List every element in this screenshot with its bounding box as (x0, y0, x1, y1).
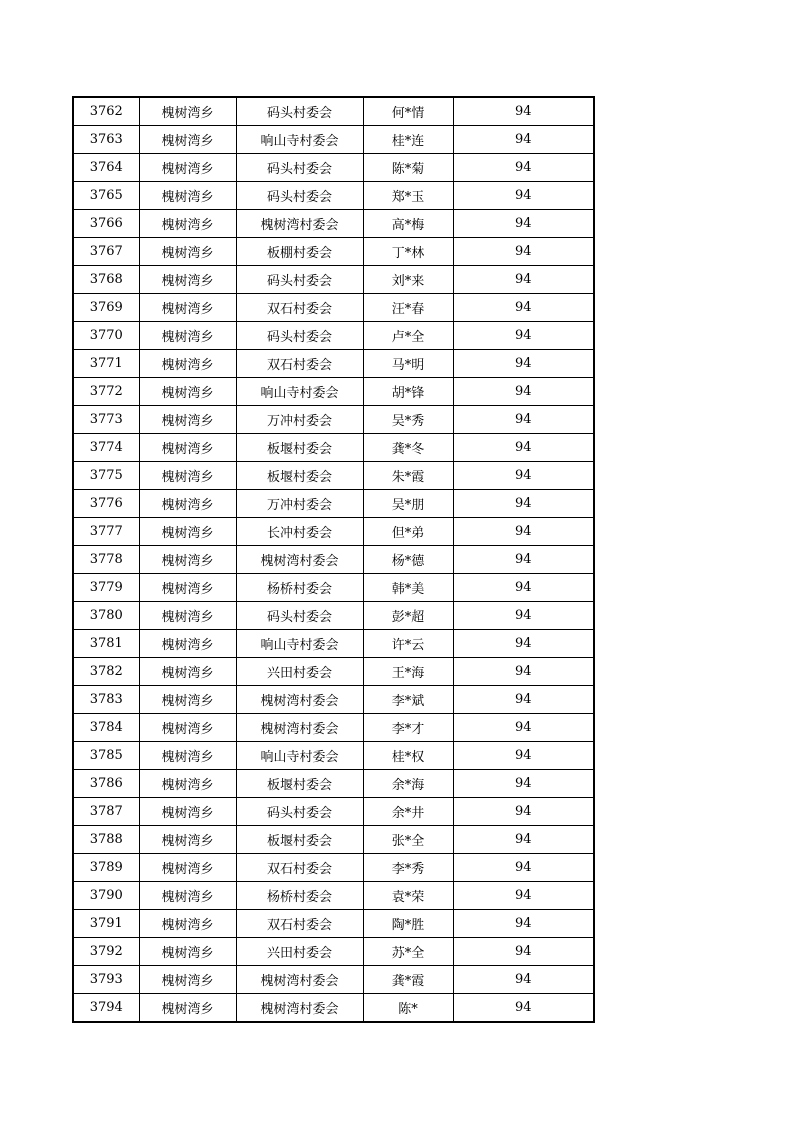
village-committee-cell: 码头村委会 (236, 798, 363, 826)
name-cell: 吴*秀 (363, 406, 453, 434)
value-cell: 94 (453, 882, 594, 910)
township-cell: 槐树湾乡 (139, 378, 236, 406)
village-committee-cell: 万冲村委会 (236, 490, 363, 518)
village-committee-cell: 板堰村委会 (236, 462, 363, 490)
village-committee-cell: 槐树湾村委会 (236, 966, 363, 994)
value-cell: 94 (453, 994, 594, 1023)
value-cell: 94 (453, 574, 594, 602)
name-cell: 苏*全 (363, 938, 453, 966)
township-cell: 槐树湾乡 (139, 182, 236, 210)
village-committee-cell: 兴田村委会 (236, 938, 363, 966)
village-committee-cell: 板堰村委会 (236, 826, 363, 854)
name-cell: 马*明 (363, 350, 453, 378)
serial-number-cell: 3776 (73, 490, 139, 518)
value-cell: 94 (453, 770, 594, 798)
table-row (73, 406, 594, 434)
village-committee-cell: 码头村委会 (236, 97, 363, 126)
name-cell: 刘*来 (363, 266, 453, 294)
serial-number-cell: 3791 (73, 910, 139, 938)
name-cell: 吴*朋 (363, 490, 453, 518)
village-committee-cell: 杨桥村委会 (236, 574, 363, 602)
serial-number-cell: 3784 (73, 714, 139, 742)
village-committee-cell: 兴田村委会 (236, 658, 363, 686)
table-row (73, 518, 594, 546)
township-cell: 槐树湾乡 (139, 994, 236, 1023)
name-cell: 丁*林 (363, 238, 453, 266)
serial-number-cell: 3793 (73, 966, 139, 994)
name-cell: 袁*荣 (363, 882, 453, 910)
township-cell: 槐树湾乡 (139, 126, 236, 154)
township-cell: 槐树湾乡 (139, 938, 236, 966)
data-table (72, 96, 595, 1023)
village-committee-cell: 板堰村委会 (236, 770, 363, 798)
township-cell: 槐树湾乡 (139, 630, 236, 658)
table-row (73, 658, 594, 686)
name-cell: 龚*冬 (363, 434, 453, 462)
name-cell: 余*海 (363, 770, 453, 798)
table-row (73, 210, 594, 238)
township-cell: 槐树湾乡 (139, 97, 236, 126)
name-cell: 桂*权 (363, 742, 453, 770)
township-cell: 槐树湾乡 (139, 518, 236, 546)
township-cell: 槐树湾乡 (139, 350, 236, 378)
value-cell: 94 (453, 154, 594, 182)
village-committee-cell: 响山寺村委会 (236, 742, 363, 770)
table-row (73, 938, 594, 966)
table-row (73, 910, 594, 938)
village-committee-cell: 双石村委会 (236, 350, 363, 378)
value-cell: 94 (453, 854, 594, 882)
serial-number-cell: 3781 (73, 630, 139, 658)
township-cell: 槐树湾乡 (139, 742, 236, 770)
village-committee-cell: 板堰村委会 (236, 434, 363, 462)
village-committee-cell: 槐树湾村委会 (236, 994, 363, 1023)
serial-number-cell: 3786 (73, 770, 139, 798)
serial-number-cell: 3785 (73, 742, 139, 770)
table-row (73, 882, 594, 910)
township-cell: 槐树湾乡 (139, 546, 236, 574)
township-cell: 槐树湾乡 (139, 966, 236, 994)
name-cell: 杨*德 (363, 546, 453, 574)
serial-number-cell: 3774 (73, 434, 139, 462)
village-committee-cell: 双石村委会 (236, 294, 363, 322)
name-cell: 王*海 (363, 658, 453, 686)
value-cell: 94 (453, 266, 594, 294)
township-cell: 槐树湾乡 (139, 714, 236, 742)
table-row (73, 490, 594, 518)
table-row (73, 826, 594, 854)
value-cell: 94 (453, 182, 594, 210)
serial-number-cell: 3773 (73, 406, 139, 434)
name-cell: 何*情 (363, 97, 453, 126)
serial-number-cell: 3792 (73, 938, 139, 966)
township-cell: 槐树湾乡 (139, 882, 236, 910)
township-cell: 槐树湾乡 (139, 154, 236, 182)
township-cell: 槐树湾乡 (139, 322, 236, 350)
township-cell: 槐树湾乡 (139, 686, 236, 714)
value-cell: 94 (453, 406, 594, 434)
village-committee-cell: 响山寺村委会 (236, 378, 363, 406)
value-cell: 94 (453, 322, 594, 350)
township-cell: 槐树湾乡 (139, 210, 236, 238)
township-cell: 槐树湾乡 (139, 266, 236, 294)
table-row (73, 97, 594, 126)
value-cell: 94 (453, 350, 594, 378)
village-committee-cell: 长冲村委会 (236, 518, 363, 546)
name-cell: 陈*菊 (363, 154, 453, 182)
value-cell: 94 (453, 294, 594, 322)
name-cell: 高*梅 (363, 210, 453, 238)
name-cell: 李*斌 (363, 686, 453, 714)
table-row (73, 238, 594, 266)
serial-number-cell: 3775 (73, 462, 139, 490)
name-cell: 许*云 (363, 630, 453, 658)
value-cell: 94 (453, 714, 594, 742)
serial-number-cell: 3778 (73, 546, 139, 574)
township-cell: 槐树湾乡 (139, 406, 236, 434)
township-cell: 槐树湾乡 (139, 434, 236, 462)
value-cell: 94 (453, 686, 594, 714)
table-row (73, 294, 594, 322)
name-cell: 朱*霞 (363, 462, 453, 490)
serial-number-cell: 3790 (73, 882, 139, 910)
township-cell: 槐树湾乡 (139, 658, 236, 686)
name-cell: 胡*锋 (363, 378, 453, 406)
serial-number-cell: 3765 (73, 182, 139, 210)
village-committee-cell: 万冲村委会 (236, 406, 363, 434)
table-row (73, 854, 594, 882)
table-row (73, 378, 594, 406)
table-row (73, 714, 594, 742)
township-cell: 槐树湾乡 (139, 798, 236, 826)
table-row (73, 686, 594, 714)
township-cell: 槐树湾乡 (139, 910, 236, 938)
table-row (73, 546, 594, 574)
serial-number-cell: 3766 (73, 210, 139, 238)
value-cell: 94 (453, 658, 594, 686)
serial-number-cell: 3794 (73, 994, 139, 1023)
village-committee-cell: 码头村委会 (236, 182, 363, 210)
table-body (73, 97, 594, 1022)
value-cell: 94 (453, 126, 594, 154)
serial-number-cell: 3783 (73, 686, 139, 714)
table-row (73, 462, 594, 490)
table-row (73, 770, 594, 798)
village-committee-cell: 码头村委会 (236, 602, 363, 630)
name-cell: 陶*胜 (363, 910, 453, 938)
village-committee-cell: 槐树湾村委会 (236, 210, 363, 238)
serial-number-cell: 3770 (73, 322, 139, 350)
serial-number-cell: 3763 (73, 126, 139, 154)
village-committee-cell: 槐树湾村委会 (236, 686, 363, 714)
table-row (73, 434, 594, 462)
serial-number-cell: 3789 (73, 854, 139, 882)
value-cell: 94 (453, 210, 594, 238)
serial-number-cell: 3762 (73, 97, 139, 126)
value-cell: 94 (453, 742, 594, 770)
name-cell: 但*弟 (363, 518, 453, 546)
table-row (73, 994, 594, 1023)
name-cell: 彭*超 (363, 602, 453, 630)
serial-number-cell: 3767 (73, 238, 139, 266)
value-cell: 94 (453, 602, 594, 630)
table-row (73, 630, 594, 658)
village-committee-cell: 双石村委会 (236, 854, 363, 882)
name-cell: 陈* (363, 994, 453, 1023)
township-cell: 槐树湾乡 (139, 574, 236, 602)
name-cell: 汪*春 (363, 294, 453, 322)
value-cell: 94 (453, 518, 594, 546)
serial-number-cell: 3771 (73, 350, 139, 378)
document-page (72, 96, 595, 1023)
table-row (73, 742, 594, 770)
township-cell: 槐树湾乡 (139, 462, 236, 490)
value-cell: 94 (453, 462, 594, 490)
township-cell: 槐树湾乡 (139, 490, 236, 518)
value-cell: 94 (453, 378, 594, 406)
table-row (73, 966, 594, 994)
value-cell: 94 (453, 97, 594, 126)
township-cell: 槐树湾乡 (139, 602, 236, 630)
table-row (73, 602, 594, 630)
village-committee-cell: 槐树湾村委会 (236, 546, 363, 574)
table-row (73, 266, 594, 294)
serial-number-cell: 3788 (73, 826, 139, 854)
table-row (73, 126, 594, 154)
village-committee-cell: 双石村委会 (236, 910, 363, 938)
serial-number-cell: 3768 (73, 266, 139, 294)
serial-number-cell: 3764 (73, 154, 139, 182)
value-cell: 94 (453, 238, 594, 266)
serial-number-cell: 3777 (73, 518, 139, 546)
serial-number-cell: 3779 (73, 574, 139, 602)
village-committee-cell: 响山寺村委会 (236, 630, 363, 658)
value-cell: 94 (453, 546, 594, 574)
value-cell: 94 (453, 826, 594, 854)
village-committee-cell: 杨桥村委会 (236, 882, 363, 910)
table-row (73, 798, 594, 826)
value-cell: 94 (453, 938, 594, 966)
village-committee-cell: 码头村委会 (236, 154, 363, 182)
serial-number-cell: 3772 (73, 378, 139, 406)
serial-number-cell: 3780 (73, 602, 139, 630)
value-cell: 94 (453, 798, 594, 826)
village-committee-cell: 槐树湾村委会 (236, 714, 363, 742)
name-cell: 李*秀 (363, 854, 453, 882)
name-cell: 郑*玉 (363, 182, 453, 210)
name-cell: 余*井 (363, 798, 453, 826)
name-cell: 桂*连 (363, 126, 453, 154)
value-cell: 94 (453, 966, 594, 994)
serial-number-cell: 3769 (73, 294, 139, 322)
township-cell: 槐树湾乡 (139, 854, 236, 882)
township-cell: 槐树湾乡 (139, 826, 236, 854)
table-row (73, 350, 594, 378)
value-cell: 94 (453, 630, 594, 658)
village-committee-cell: 码头村委会 (236, 266, 363, 294)
value-cell: 94 (453, 434, 594, 462)
township-cell: 槐树湾乡 (139, 770, 236, 798)
name-cell: 龚*霞 (363, 966, 453, 994)
table-row (73, 322, 594, 350)
table-row (73, 182, 594, 210)
township-cell: 槐树湾乡 (139, 294, 236, 322)
table-row (73, 154, 594, 182)
serial-number-cell: 3782 (73, 658, 139, 686)
name-cell: 张*全 (363, 826, 453, 854)
name-cell: 卢*全 (363, 322, 453, 350)
table-row (73, 574, 594, 602)
village-committee-cell: 板棚村委会 (236, 238, 363, 266)
name-cell: 韩*美 (363, 574, 453, 602)
serial-number-cell: 3787 (73, 798, 139, 826)
name-cell: 李*才 (363, 714, 453, 742)
value-cell: 94 (453, 910, 594, 938)
township-cell: 槐树湾乡 (139, 238, 236, 266)
village-committee-cell: 响山寺村委会 (236, 126, 363, 154)
village-committee-cell: 码头村委会 (236, 322, 363, 350)
value-cell: 94 (453, 490, 594, 518)
